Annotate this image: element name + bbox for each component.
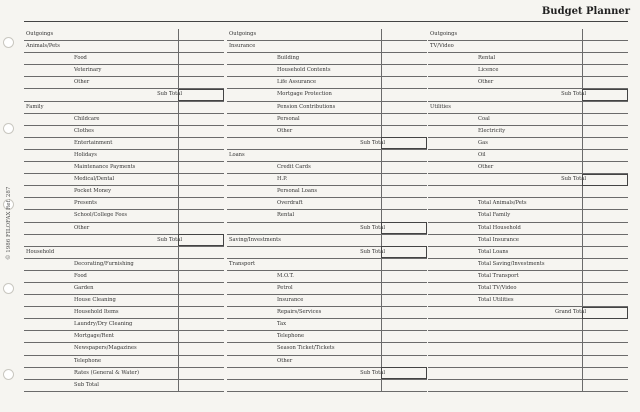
amount-cell[interactable] (381, 343, 427, 355)
line-item-label: Other (277, 127, 293, 134)
line-item-label: Personal Loans (277, 188, 317, 195)
line-item-label: Oil (478, 151, 486, 158)
line-item-label: Rental (478, 55, 496, 62)
amount-cell[interactable] (582, 379, 628, 391)
line-item-row (428, 138, 628, 150)
section-heading: TV/Video (430, 43, 454, 50)
line-item-label: Food (74, 272, 87, 279)
section-row (428, 343, 628, 355)
line-item-label: M.O.T. (277, 272, 294, 279)
amount-cell[interactable] (582, 343, 628, 355)
line-item-row (24, 198, 224, 210)
line-item-row (227, 356, 427, 368)
amount-cell[interactable] (381, 258, 427, 270)
line-item-label: Newspapers/Magazines (74, 345, 137, 352)
line-item-row (24, 343, 224, 355)
line-item-row (428, 259, 628, 271)
line-item-label: Entertainment (74, 139, 113, 146)
line-item-label: Other (478, 79, 494, 86)
amount-cell[interactable] (582, 113, 628, 125)
amount-cell[interactable] (582, 246, 628, 258)
line-item-row (24, 271, 224, 283)
line-item-label: Total Utilities (478, 297, 514, 304)
amount-cell[interactable] (381, 186, 427, 198)
line-item-label: Childcare (74, 115, 100, 122)
section-heading: Utilities (430, 103, 451, 110)
section-heading: Family (26, 103, 44, 110)
line-item-row (227, 65, 427, 77)
line-item-label: Sub Total (74, 381, 99, 388)
line-item-row (428, 126, 628, 138)
amount-cell[interactable] (381, 77, 427, 89)
amount-cell[interactable] (381, 270, 427, 282)
line-item-row (227, 174, 427, 186)
amount-cell[interactable] (582, 319, 628, 331)
amount-cell[interactable] (582, 222, 628, 234)
line-item-row (428, 235, 628, 247)
line-item-row (24, 319, 224, 331)
amount-cell[interactable] (381, 295, 427, 307)
amount-cell[interactable] (381, 355, 427, 367)
line-item-label: Telephone (277, 333, 305, 340)
line-item-row (227, 53, 427, 65)
amount-cell[interactable] (178, 89, 224, 101)
line-item-row (428, 198, 628, 210)
line-item-label: Mortgage/Rent (74, 333, 114, 340)
section-heading: Insurance (229, 43, 256, 50)
section-heading: Loans (229, 151, 245, 158)
amount-cell[interactable] (178, 137, 224, 149)
amount-cell[interactable] (381, 246, 427, 258)
amount-cell[interactable] (381, 319, 427, 331)
line-item-row (24, 186, 224, 198)
section-row (24, 41, 224, 53)
binder-hole (3, 37, 14, 48)
line-item-label: Repairs/Services (277, 309, 322, 316)
amount-cell[interactable] (582, 307, 628, 319)
line-item-label: Credit Cards (277, 164, 311, 171)
amount-cell[interactable] (178, 343, 224, 355)
amount-cell[interactable] (582, 101, 628, 113)
line-item-label: Pension Contributions (277, 103, 336, 110)
section-row (428, 102, 628, 114)
amount-cell[interactable] (178, 295, 224, 307)
line-item-label: Overdraft (277, 200, 303, 207)
line-item-label: Life Assurance (277, 79, 317, 86)
amount-cell[interactable] (178, 210, 224, 222)
amount-cell[interactable] (178, 307, 224, 319)
binder-hole (3, 123, 14, 134)
section-row (428, 319, 628, 331)
amount-cell[interactable] (582, 53, 628, 65)
amount-cell[interactable] (582, 331, 628, 343)
line-item-label: Holidays (74, 151, 97, 158)
line-item-row (227, 186, 427, 198)
line-item-row (227, 77, 427, 89)
amount-cell[interactable] (178, 29, 224, 41)
amount-cell[interactable] (178, 198, 224, 210)
amount-cell[interactable] (582, 89, 628, 101)
amount-cell[interactable] (178, 258, 224, 270)
amount-cell[interactable] (178, 41, 224, 53)
section-row (428, 29, 628, 41)
line-item-row (24, 210, 224, 222)
amount-cell[interactable] (381, 367, 427, 379)
line-item-label: Veterinary (74, 67, 102, 74)
amount-cell[interactable] (381, 149, 427, 161)
line-item-label: Garden (74, 284, 94, 291)
title-rule (24, 21, 628, 22)
amount-cell[interactable] (381, 282, 427, 294)
section-row (428, 380, 628, 392)
line-item-label: Other (74, 79, 90, 86)
section-row (227, 41, 427, 53)
amount-cell[interactable] (582, 174, 628, 186)
line-item-label: Total Loans (478, 248, 509, 255)
line-item-row (428, 223, 628, 235)
line-item-label: Other (277, 357, 293, 364)
subtotal-row (227, 247, 427, 259)
amount-cell[interactable] (178, 331, 224, 343)
amount-cell[interactable] (582, 77, 628, 89)
column-right (428, 29, 628, 393)
amount-cell[interactable] (381, 162, 427, 174)
line-item-label: Decorating/Furnishing (74, 260, 134, 267)
amount-cell[interactable] (381, 210, 427, 222)
amount-cell[interactable] (381, 101, 427, 113)
line-item-row (428, 271, 628, 283)
amount-cell[interactable] (582, 210, 628, 222)
column-left (24, 29, 224, 393)
copyright-text: © 1986 FILOFAX Ref. 287 (6, 186, 12, 260)
amount-cell[interactable] (178, 113, 224, 125)
section-heading: Transport (229, 260, 256, 267)
line-item-row (24, 150, 224, 162)
section-heading: Animals/Pets (26, 43, 60, 50)
line-item-label: School/College Fees (74, 212, 128, 219)
section-row (24, 102, 224, 114)
line-item-row (24, 295, 224, 307)
line-item-label: Other (74, 224, 90, 231)
line-item-label: Building (277, 55, 300, 62)
amount-cell[interactable] (178, 270, 224, 282)
amount-cell[interactable] (178, 149, 224, 161)
line-item-label: Tax (277, 321, 287, 328)
line-item-row (227, 210, 427, 222)
line-item-label: Food (74, 55, 87, 62)
binder-hole (3, 369, 14, 380)
amount-cell[interactable] (178, 379, 224, 391)
line-item-row (227, 198, 427, 210)
line-item-row (428, 295, 628, 307)
line-item-label: Rates (General & Water) (74, 369, 140, 376)
line-item-row (227, 162, 427, 174)
line-item-label: Presents (74, 200, 97, 207)
subtotal-row (227, 138, 427, 150)
subtotal-row (428, 89, 628, 101)
amount-cell[interactable] (381, 174, 427, 186)
section-row (428, 368, 628, 380)
amount-cell[interactable] (582, 295, 628, 307)
line-item-label: Medical/Dental (74, 176, 115, 183)
amount-cell[interactable] (582, 162, 628, 174)
line-item-row (24, 331, 224, 343)
amount-cell[interactable] (582, 149, 628, 161)
section-row (428, 41, 628, 53)
amount-cell[interactable] (381, 41, 427, 53)
line-item-row (428, 114, 628, 126)
line-item-row (428, 247, 628, 259)
amount-cell[interactable] (381, 53, 427, 65)
amount-cell[interactable] (178, 162, 224, 174)
line-item-row (24, 259, 224, 271)
line-item-label: Total Family (478, 212, 511, 219)
section-row (24, 247, 224, 259)
line-item-row (227, 331, 427, 343)
line-item-row (24, 53, 224, 65)
line-item-label: Licence (478, 67, 499, 74)
line-item-row (24, 162, 224, 174)
section-row (227, 235, 427, 247)
line-item-row (24, 380, 224, 392)
line-item-row (428, 77, 628, 89)
line-item-row (227, 89, 427, 101)
line-item-row (24, 126, 224, 138)
line-item-row (428, 283, 628, 295)
amount-cell[interactable] (381, 65, 427, 77)
line-item-label: Electricity (478, 127, 506, 134)
amount-cell[interactable] (178, 319, 224, 331)
line-item-row (24, 223, 224, 235)
amount-cell[interactable] (381, 137, 427, 149)
line-item-label: Total Animals/Pets (478, 200, 527, 207)
line-item-row (227, 114, 427, 126)
line-item-label: Sub Total (360, 224, 385, 231)
line-item-row (227, 380, 427, 392)
line-item-row (428, 150, 628, 162)
line-item-label: Household Items (74, 309, 119, 316)
line-item-label: Personal (277, 115, 300, 122)
section-row (428, 356, 628, 368)
line-item-row (24, 283, 224, 295)
amount-cell[interactable] (381, 331, 427, 343)
line-item-row (24, 368, 224, 380)
subtotal-row (24, 235, 224, 247)
section-row (227, 29, 427, 41)
amount-cell[interactable] (582, 198, 628, 210)
line-item-row (227, 295, 427, 307)
amount-cell[interactable] (582, 137, 628, 149)
amount-cell[interactable] (178, 53, 224, 65)
amount-cell[interactable] (582, 367, 628, 379)
amount-cell[interactable] (178, 355, 224, 367)
amount-cell[interactable] (178, 101, 224, 113)
line-item-label: Total Saving/Investments (478, 260, 545, 267)
amount-cell[interactable] (178, 174, 224, 186)
line-item-label: Sub Total (360, 369, 385, 376)
line-item-row (227, 102, 427, 114)
line-item-row (24, 174, 224, 186)
line-item-row (24, 65, 224, 77)
section-heading: Outgoings (430, 31, 458, 37)
line-item-label: Season Ticket/Tickets (277, 345, 335, 352)
line-item-label: Sub Total (360, 248, 385, 255)
line-item-label: Sub Total (157, 91, 182, 98)
line-item-row (227, 343, 427, 355)
amount-cell[interactable] (582, 186, 628, 198)
line-item-label: Other (478, 164, 494, 171)
amount-cell[interactable] (582, 270, 628, 282)
line-item-row (227, 283, 427, 295)
line-item-label: Clothes (74, 127, 94, 134)
amount-cell[interactable] (381, 113, 427, 125)
line-item-label: Sub Total (561, 91, 586, 98)
line-item-row (227, 319, 427, 331)
line-item-row (24, 356, 224, 368)
line-item-label: H.P. (277, 176, 288, 183)
line-item-label: Maintenance Payments (74, 164, 136, 171)
amount-cell[interactable] (178, 234, 224, 246)
amount-cell[interactable] (381, 29, 427, 41)
line-item-label: Gas (478, 139, 488, 146)
binder-hole (3, 283, 14, 294)
line-item-label: Laundry/Dry Cleaning (74, 321, 133, 328)
page-title: Budget Planner (541, 6, 630, 17)
subtotal-row (24, 89, 224, 101)
line-item-row (428, 210, 628, 222)
line-item-row (428, 65, 628, 77)
line-item-label: Sub Total (561, 176, 586, 183)
subtotal-row (428, 307, 628, 319)
amount-cell[interactable] (381, 234, 427, 246)
amount-cell[interactable] (582, 355, 628, 367)
amount-cell[interactable] (381, 89, 427, 101)
section-heading: Household (26, 248, 55, 255)
line-item-label: Grand Total (554, 309, 586, 316)
amount-cell[interactable] (178, 222, 224, 234)
line-item-row (24, 138, 224, 150)
section-row (227, 150, 427, 162)
line-item-label: Mortgage Protection (277, 91, 332, 98)
line-item-row (428, 53, 628, 65)
line-item-row (24, 307, 224, 319)
line-item-row (24, 114, 224, 126)
amount-cell[interactable] (381, 307, 427, 319)
line-item-row (227, 307, 427, 319)
line-item-label: Sub Total (360, 139, 385, 146)
line-item-label: Telephone (74, 357, 102, 364)
line-item-label: Pocket Money (74, 188, 112, 195)
line-item-label: Sub Total (157, 236, 182, 243)
section-row (428, 331, 628, 343)
amount-cell[interactable] (178, 246, 224, 258)
amount-cell[interactable] (178, 77, 224, 89)
line-item-label: Total Transport (478, 272, 519, 279)
section-row (428, 186, 628, 198)
line-item-label: Household Contents (277, 67, 331, 74)
amount-cell[interactable] (381, 125, 427, 137)
amount-cell[interactable] (381, 379, 427, 391)
line-item-label: Coal (478, 115, 490, 122)
line-item-label: Total TV/Video (478, 284, 517, 291)
amount-cell[interactable] (178, 282, 224, 294)
section-heading: Outgoings (229, 31, 257, 37)
line-item-row (227, 271, 427, 283)
amount-cell[interactable] (178, 186, 224, 198)
subtotal-row (227, 223, 427, 235)
line-item-row (227, 126, 427, 138)
line-item-row (428, 162, 628, 174)
section-heading: Saving/Investments (229, 236, 281, 243)
amount-cell[interactable] (381, 222, 427, 234)
line-item-label: Insurance (277, 297, 304, 304)
amount-cell[interactable] (582, 125, 628, 137)
section-row (24, 29, 224, 41)
column-middle (227, 29, 427, 393)
amount-cell[interactable] (178, 65, 224, 77)
section-row (227, 259, 427, 271)
amount-cell[interactable] (178, 125, 224, 137)
amount-cell[interactable] (381, 198, 427, 210)
amount-cell[interactable] (582, 29, 628, 41)
line-item-row (24, 77, 224, 89)
amount-cell[interactable] (582, 258, 628, 270)
amount-cell[interactable] (178, 367, 224, 379)
section-heading: Outgoings (26, 31, 54, 37)
subtotal-row (428, 174, 628, 186)
line-item-label: Rental (277, 212, 295, 219)
amount-cell[interactable] (582, 234, 628, 246)
line-item-label: Total Household (478, 224, 521, 231)
amount-cell[interactable] (582, 65, 628, 77)
amount-cell[interactable] (582, 282, 628, 294)
subtotal-row (227, 368, 427, 380)
line-item-label: Total Insurance (478, 236, 519, 243)
amount-cell[interactable] (582, 41, 628, 53)
line-item-label: House Cleaning (74, 297, 116, 304)
line-item-label: Petrol (277, 284, 293, 291)
